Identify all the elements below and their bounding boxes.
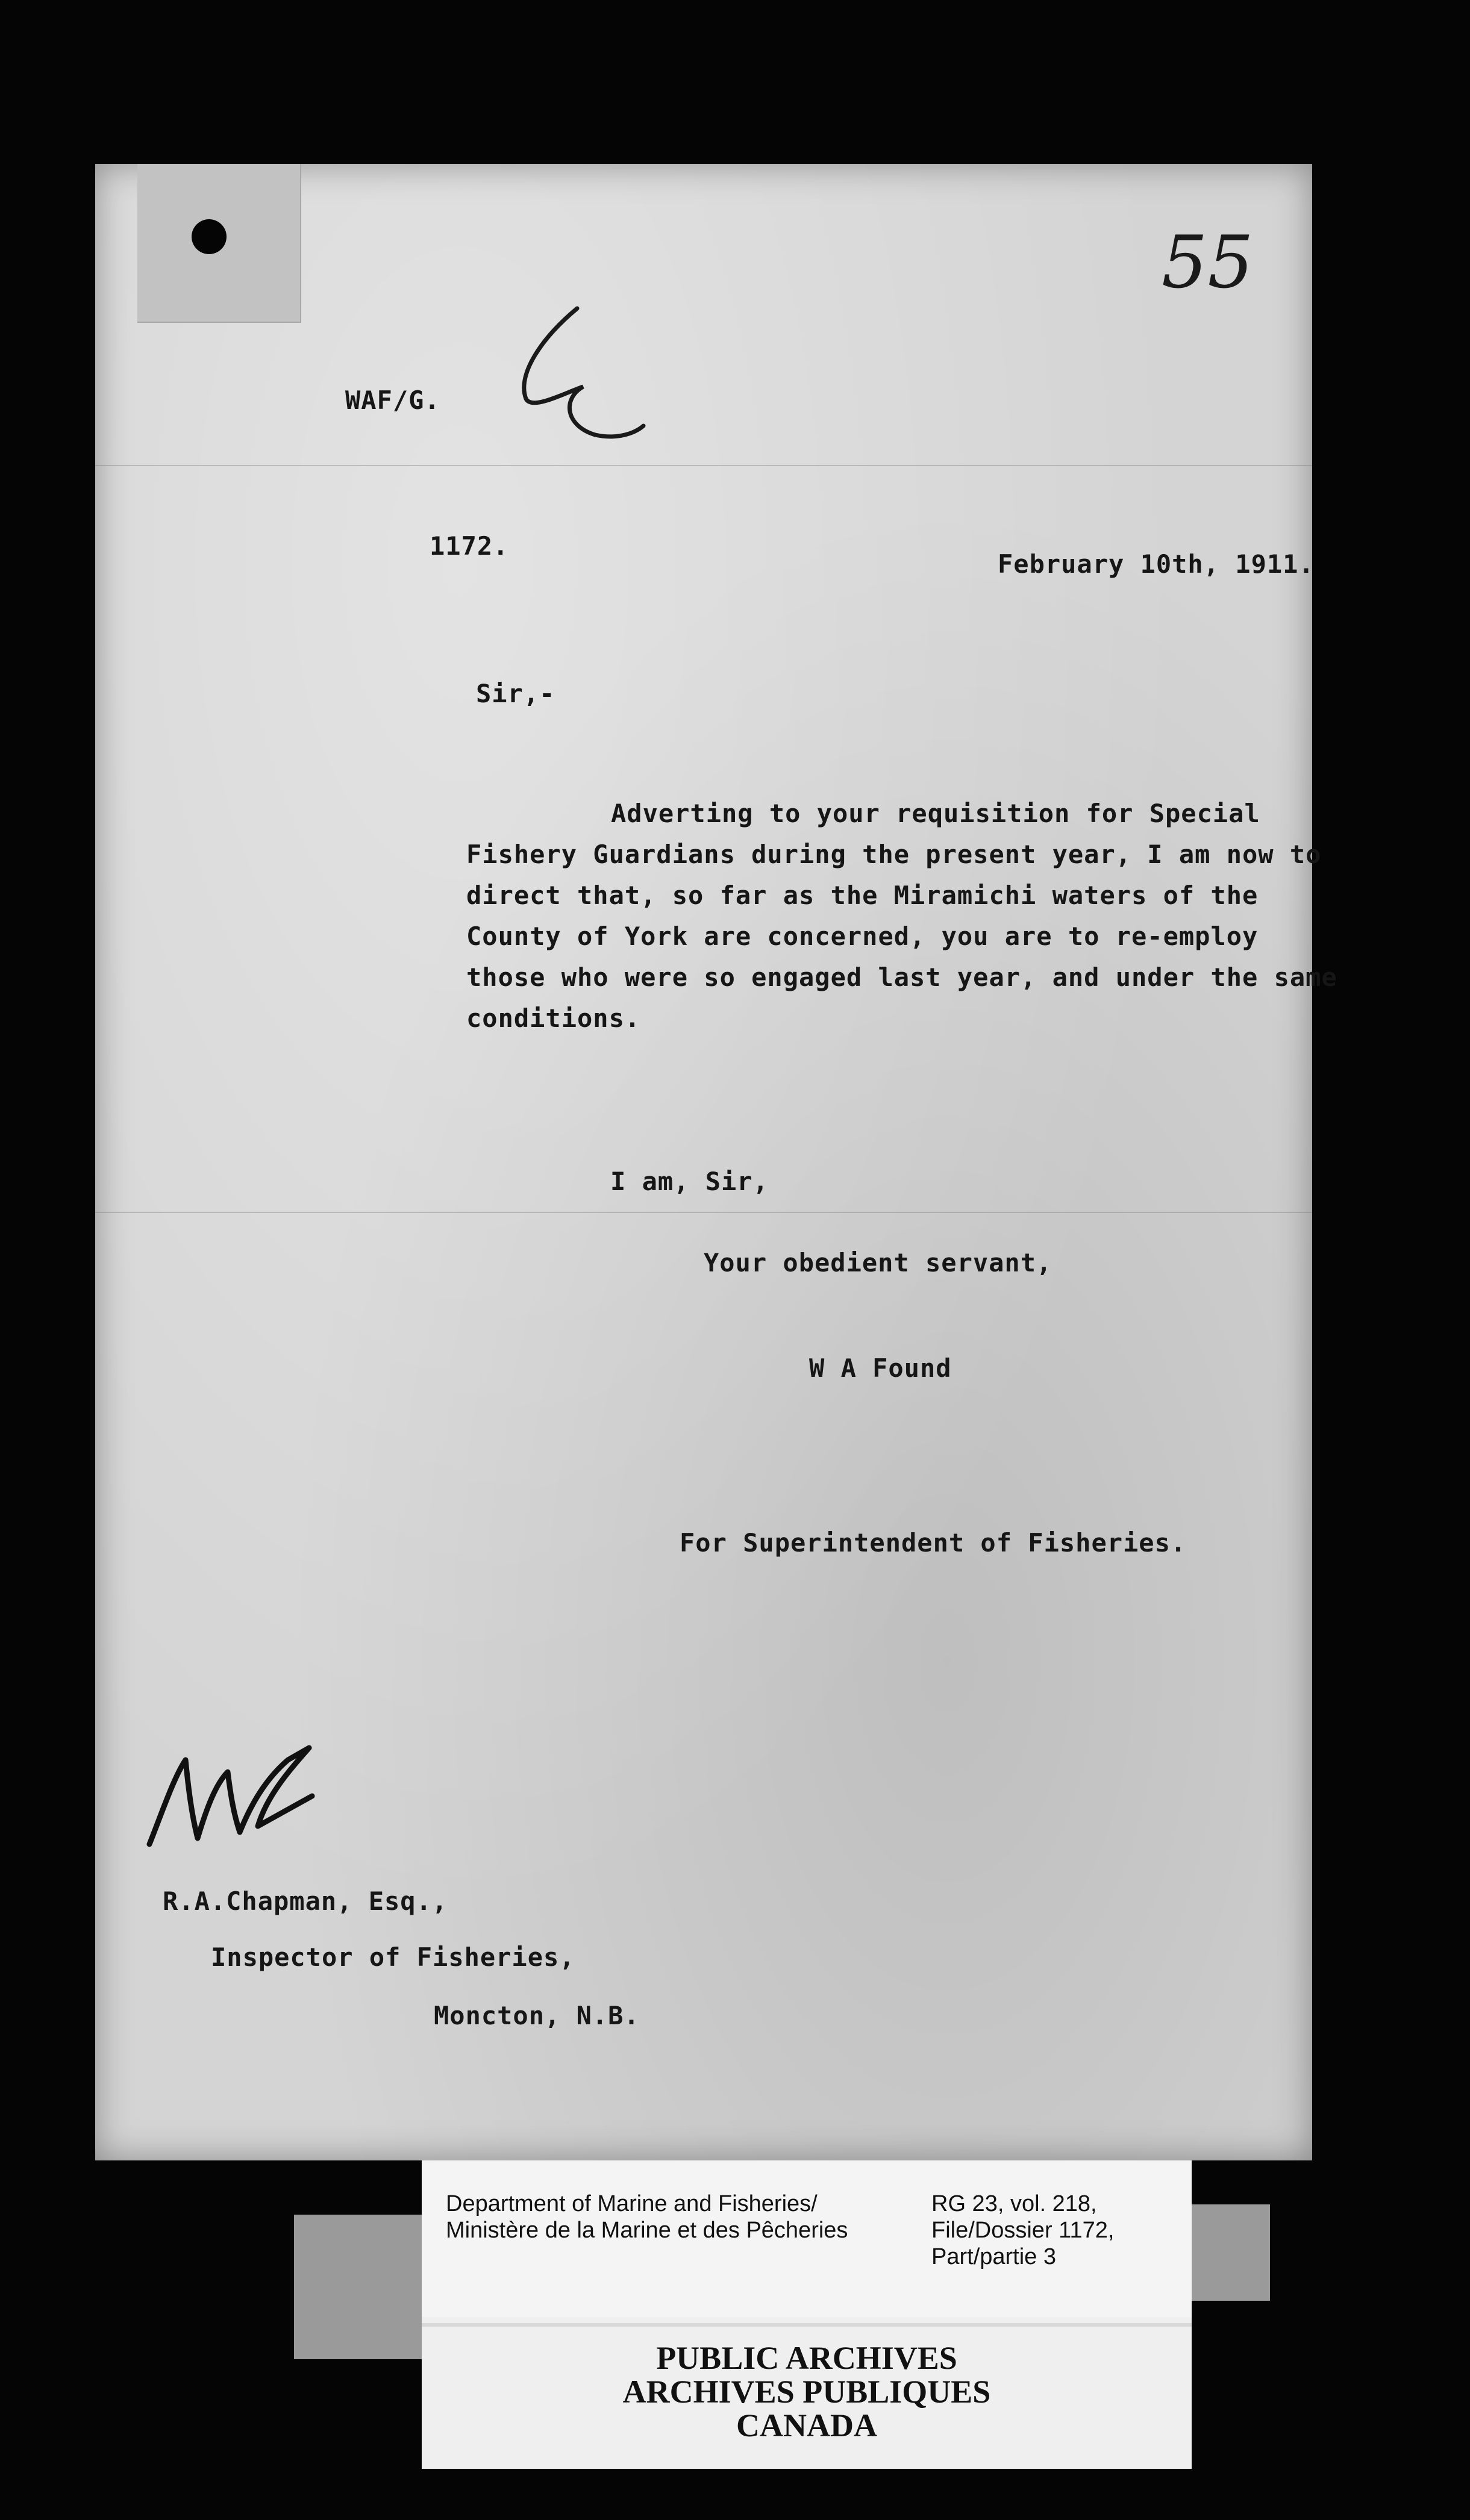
department-name: [446, 2191, 848, 2244]
salutation: Sir,-: [476, 679, 555, 708]
department-line-fr: Ministère de la Marine et des Pêcheries: [446, 2218, 848, 2243]
recipient-place: Moncton, N.B.: [434, 2001, 640, 2030]
letter-body: [466, 793, 1346, 1039]
file-number: 1172.: [430, 531, 509, 561]
letter-date: February 10th, 1911.: [998, 549, 1315, 579]
archives-line-country: CANADA: [736, 2407, 877, 2444]
letter-body-paragraph: Adverting to your requisition for Special Fishery Guardians during the present year, I am now to direct that, so far as the Miramichi waters of the County of York are concerned, you are to re-employ those who were so engaged last year, and under the same conditions.: [466, 799, 1337, 1033]
handwritten-mark: [505, 296, 649, 453]
letter-page: [95, 164, 1337, 2160]
archives-stamp: [422, 2341, 1192, 2442]
reference-record-group: RG 23, vol. 218,: [931, 2191, 1097, 2216]
label-tab-left: [294, 2215, 422, 2359]
signature-title: For Superintendent of Fisheries.: [680, 1528, 1187, 1558]
archive-reference: [931, 2191, 1114, 2270]
fold-line: [95, 465, 1312, 466]
closing-line-2: Your obedient servant,: [704, 1248, 1052, 1277]
archives-line-en: PUBLIC ARCHIVES: [656, 2340, 957, 2376]
handwritten-initials: [137, 1724, 330, 1862]
punch-hole: [192, 219, 227, 254]
fold-line: [95, 1212, 1312, 1213]
recipient-title: Inspector of Fisheries,: [211, 1942, 575, 1972]
archive-label: [422, 2160, 1192, 2469]
reference-file: File/Dossier 1172,: [931, 2218, 1115, 2243]
department-line-en: Department of Marine and Fisheries/: [446, 2191, 818, 2216]
folio-number-handwritten: [1156, 218, 1276, 308]
label-divider: [422, 2323, 1192, 2327]
svg-text:55: 55: [1162, 221, 1254, 305]
recipient-name: R.A.Chapman, Esq.,: [163, 1886, 448, 1916]
closing-line-1: I am, Sir,: [610, 1167, 769, 1196]
archives-line-fr: ARCHIVES PUBLIQUES: [622, 2374, 991, 2410]
typed-signature: W A Found: [809, 1353, 952, 1383]
label-tab-right: [1192, 2204, 1270, 2301]
reference-initials: WAF/G.: [345, 385, 440, 415]
reference-part: Part/partie 3: [931, 2244, 1056, 2269]
